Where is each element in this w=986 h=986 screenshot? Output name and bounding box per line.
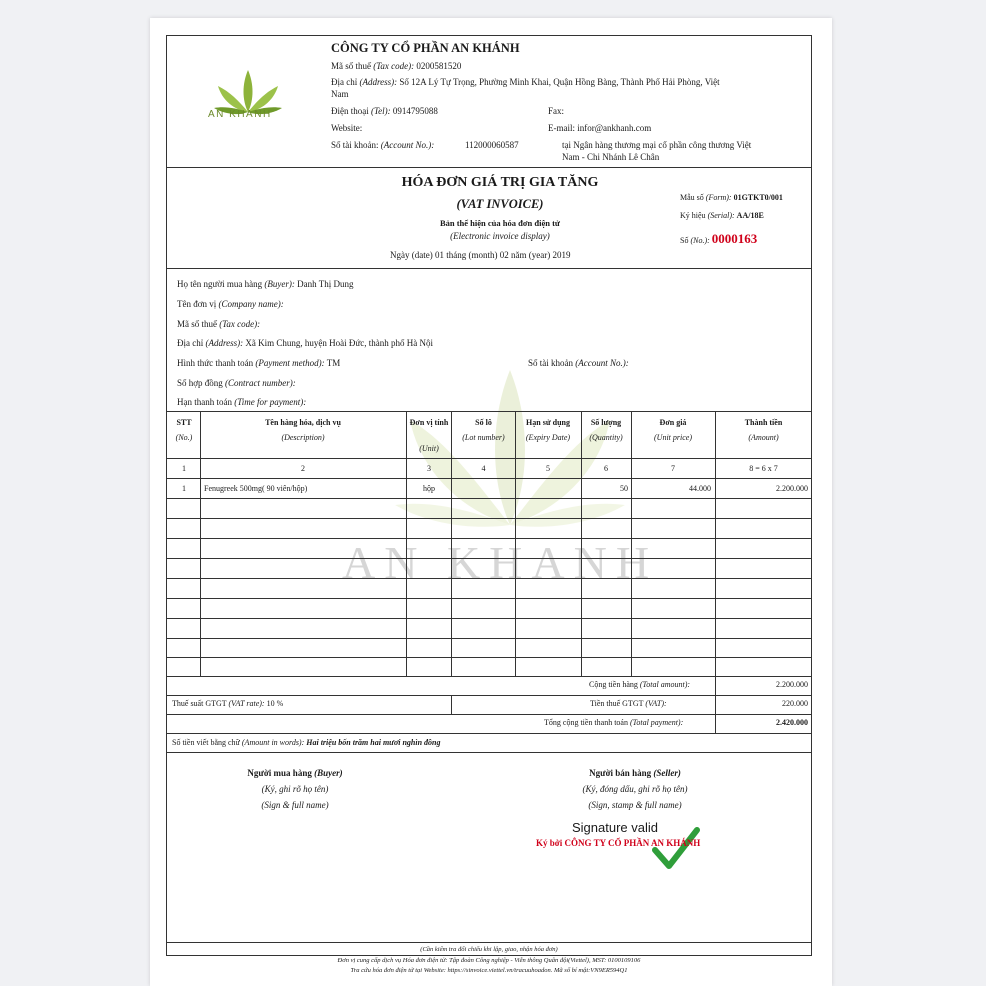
col-header-unit-en: (Unit) (419, 444, 439, 453)
buyer-payment-deadline: Hạn thanh toán (Time for payment): (177, 397, 307, 407)
invoice-subtitle-en: (Electronic invoice display) (450, 231, 550, 241)
invoice-title: HÓA ĐƠN GIÁ TRỊ GIA TĂNG (401, 175, 599, 190)
table-gridline (631, 411, 632, 676)
seller-company-name: CÔNG TY CỔ PHẦN AN KHÁNH (331, 41, 520, 55)
buyer-name: Họ tên người mua hàng (Buyer): Danh Thị Dung (177, 279, 354, 289)
signed-by-text: Ký bởi CÔNG TY CỔ PHẦN AN KHÁNH (536, 838, 701, 848)
index-cell: 5 (546, 464, 550, 473)
seller-email: E-mail: infor@ankhanh.com (548, 123, 652, 133)
col-header-qty-en: (Quantity) (589, 433, 623, 442)
index-cell: 1 (182, 464, 186, 473)
col-header-desc: Tên hàng hóa, dịch vụ (265, 418, 341, 427)
table-gridline (581, 411, 582, 676)
invoice-date: Ngày (date) 01 tháng (month) 02 năm (year) 2019 (390, 250, 571, 260)
buyer-company: Tên đơn vị (Company name): (177, 299, 284, 309)
col-header-lot-en: (Lot number) (462, 433, 505, 442)
index-cell: 7 (671, 464, 675, 473)
table-gridline (715, 411, 716, 676)
watermark-text: AN KHANH (342, 537, 659, 588)
invoice-title-en: (VAT INVOICE) (456, 197, 544, 211)
table-gridline (166, 942, 812, 943)
buyer-sign-title: Người mua hàng (Buyer) (247, 768, 343, 778)
item-unit: hộp (423, 484, 435, 493)
logo-text: AN KHANH (208, 109, 272, 120)
item-quantity: 50 (620, 484, 628, 493)
divider (166, 167, 812, 168)
seller-address-line2: Nam (331, 89, 349, 99)
index-cell: 8 = 6 x 7 (749, 464, 778, 473)
col-header-unit: Đơn vị tính (409, 418, 449, 427)
total-amount-value: 2.200.000 (776, 680, 808, 689)
seller-account-no: 112000060587 (465, 140, 519, 150)
buyer-sign-note-en: (Sign & full name) (261, 800, 329, 810)
col-header-price: Đơn giá (659, 418, 687, 427)
buyer-payment-method: Hình thức thanh toán (Payment method): TM (177, 358, 341, 368)
index-cell: 4 (481, 464, 486, 473)
vat-rate: Thuế suất GTGT (VAT rate): 10 % (172, 699, 284, 708)
seller-account: Số tài khoản: (Account No.): (331, 140, 435, 150)
total-amount-label: Cộng tiền hàng (Total amount): (589, 680, 691, 689)
col-header-expiry-en: (Expiry Date) (525, 433, 571, 442)
amount-in-words: Số tiền viết bằng chữ (Amount in words): Hai triệu bốn trăm hai mươi nghìn đồng (172, 738, 441, 747)
buyer-contract: Số hợp đồng (Contract number): (177, 378, 296, 388)
footer-line1: (Cần kiểm tra đối chiếu khi lập, giao, nhận hóa đơn) (420, 946, 558, 953)
index-cell: 6 (604, 464, 608, 473)
seller-bank-line1: tại Ngân hàng thương mại cổ phần công thương Việt (562, 140, 752, 150)
col-header-lot: Số lô (475, 418, 492, 427)
col-header-stt: STT (176, 418, 192, 427)
table-gridline (515, 411, 516, 676)
total-payment-value: 2.420.000 (776, 718, 808, 727)
item-stt: 1 (182, 484, 186, 493)
table-gridline (166, 733, 812, 734)
col-header-qty: Số lượng (590, 418, 622, 427)
seller-bank-line2: Nam - Chi Nhánh Lê Chân (562, 152, 660, 162)
total-payment-label: Tổng cộng tiền thanh toán (Total payment): (544, 718, 684, 727)
item-description: Fenugreek 500mg( 90 viên/hộp) (204, 484, 308, 493)
table-gridline (715, 676, 716, 733)
seller-sign-note: (Ký, đóng dấu, ghi rõ họ tên) (582, 784, 688, 794)
buyer-address: Địa chỉ (Address): Xã Kim Chung, huyện Hoài Đức, thành phố Hà Nội (177, 338, 434, 348)
vat-value: 220.000 (782, 699, 808, 708)
seller-phone: Điện thoại (Tel): 0914795088 (331, 106, 438, 116)
seller-website: Website: (331, 123, 363, 133)
table-gridline (451, 695, 452, 714)
col-header-price-en: (Unit price) (654, 433, 692, 442)
checkmark-icon (652, 826, 700, 872)
footer-line2: Đơn vị cung cấp dịch vụ Hóa đơn điện tử: Tập đoàn Công nghiệp - Viễn thông Quân đội(Viettel), MST: 0100109106 (337, 957, 641, 964)
table-gridline (406, 411, 407, 676)
table-gridline (451, 411, 452, 676)
seller-tax-code: Mã số thuế (Tax code): 0200581520 (331, 61, 462, 71)
col-header-amount: Thành tiền (744, 418, 783, 427)
vat-label: Tiền thuế GTGT (VAT): (590, 699, 667, 708)
col-header-amount-en: (Amount) (748, 433, 779, 442)
invoice-form: Mẫu số (Form): 01GTKT0/001 (680, 193, 783, 202)
table-gridline (200, 411, 201, 676)
item-unit-price: 44.000 (689, 484, 711, 493)
item-amount: 2.200.000 (776, 484, 808, 493)
table-gridline (166, 752, 812, 753)
col-header-stt-en: (No.) (175, 433, 193, 442)
divider (166, 268, 812, 269)
col-header-desc-en: (Description) (281, 433, 325, 442)
seller-fax: Fax: (548, 106, 565, 116)
seller-sign-title: Người bán hàng (Seller) (589, 768, 681, 778)
invoice-number: Số (No.): 0000163 (680, 231, 758, 246)
buyer-account: Số tài khoản (Account No.): (528, 358, 629, 368)
seller-sign-note-en: (Sign, stamp & full name) (588, 800, 682, 810)
signature-valid-text: Signature valid (572, 820, 658, 835)
index-cell: 2 (301, 464, 305, 473)
buyer-sign-note: (Ký, ghi rõ họ tên) (261, 784, 329, 794)
index-cell: 3 (427, 464, 431, 473)
invoice-serial: Ký hiệu (Serial): AA/18E (680, 211, 764, 220)
col-header-expiry: Hạn sử dụng (526, 418, 570, 427)
footer-line3: Tra cứu hóa đơn điện tử tại Website: https://sinvoice.viettel.vn/tracuuhoadon. Mã số bí mật:VN9ER594Q1 (350, 967, 628, 974)
buyer-tax-code: Mã số thuế (Tax code): (177, 319, 261, 329)
invoice-subtitle: Bản thể hiện của hóa đơn điện tử (439, 218, 561, 228)
seller-address: Địa chỉ (Address): Số 12A Lý Tự Trọng, Phường Minh Khai, Quận Hồng Bàng, Thành Phố Hải Phòng, Việt (331, 77, 720, 87)
